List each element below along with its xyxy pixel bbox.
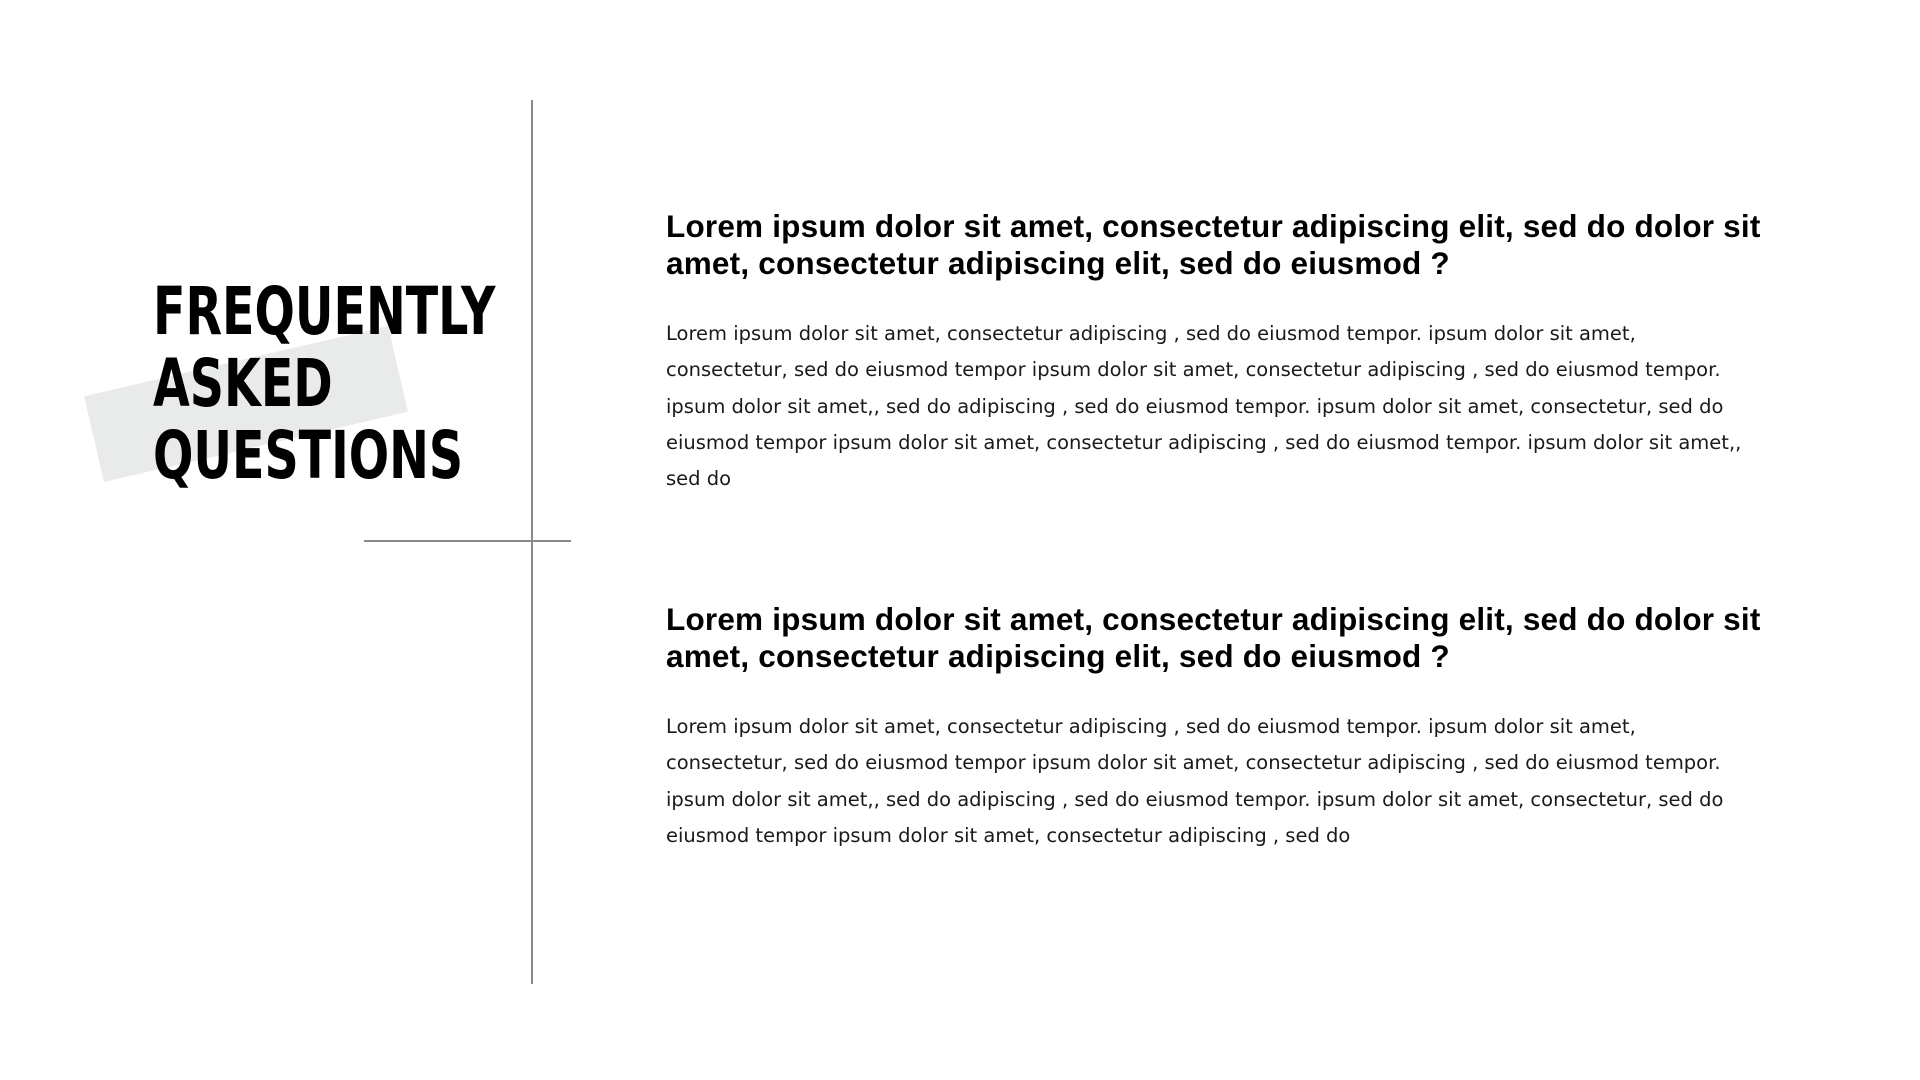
faq-item-2 xyxy=(666,601,1766,854)
title-line-3: QUESTIONS xyxy=(153,417,464,494)
faq-item-1 xyxy=(666,208,1766,497)
faq-question-1: Lorem ipsum dolor sit amet, consectetur adipiscing elit, sed do dolor sit amet, consectetur adipiscing elit, sed do eiusmod ? xyxy=(666,208,1761,281)
title-line-1: FREQUENTLY xyxy=(153,273,496,350)
title-line-2: ASKED xyxy=(153,345,333,422)
page-title xyxy=(153,273,496,494)
horizontal-divider xyxy=(364,540,571,542)
vertical-divider xyxy=(531,100,533,984)
faq-answer-1: Lorem ipsum dolor sit amet, consectetur adipiscing , sed do eiusmod tempor. ipsum dolor sit amet, consectetur, sed do eiusmod tempor ipsum dolor sit amet, consectetur adipiscing , sed do eiusmod tempor. ipsum dolor sit amet,, sed do adipiscing , sed do eiusmod tempor. ipsum dolor sit amet, consectetur, sed do eiusmod tempor ipsum dolor sit amet, consectetur adipiscing , sed do eiusmod tempor. ipsum dolor sit amet,, sed do xyxy=(666,322,1742,491)
faq-answer-2: Lorem ipsum dolor sit amet, consectetur adipiscing , sed do eiusmod tempor. ipsum dolor sit amet, consectetur, sed do eiusmod tempor ipsum dolor sit amet, consectetur adipiscing , sed do eiusmod tempor. ipsum dolor sit amet,, sed do adipiscing , sed do eiusmod tempor. ipsum dolor sit amet, consectetur, sed do eiusmod tempor ipsum dolor sit amet, consectetur adipiscing , sed do xyxy=(666,715,1724,847)
faq-question-2: Lorem ipsum dolor sit amet, consectetur adipiscing elit, sed do dolor sit amet, consectetur adipiscing elit, sed do eiusmod ? xyxy=(666,601,1761,674)
